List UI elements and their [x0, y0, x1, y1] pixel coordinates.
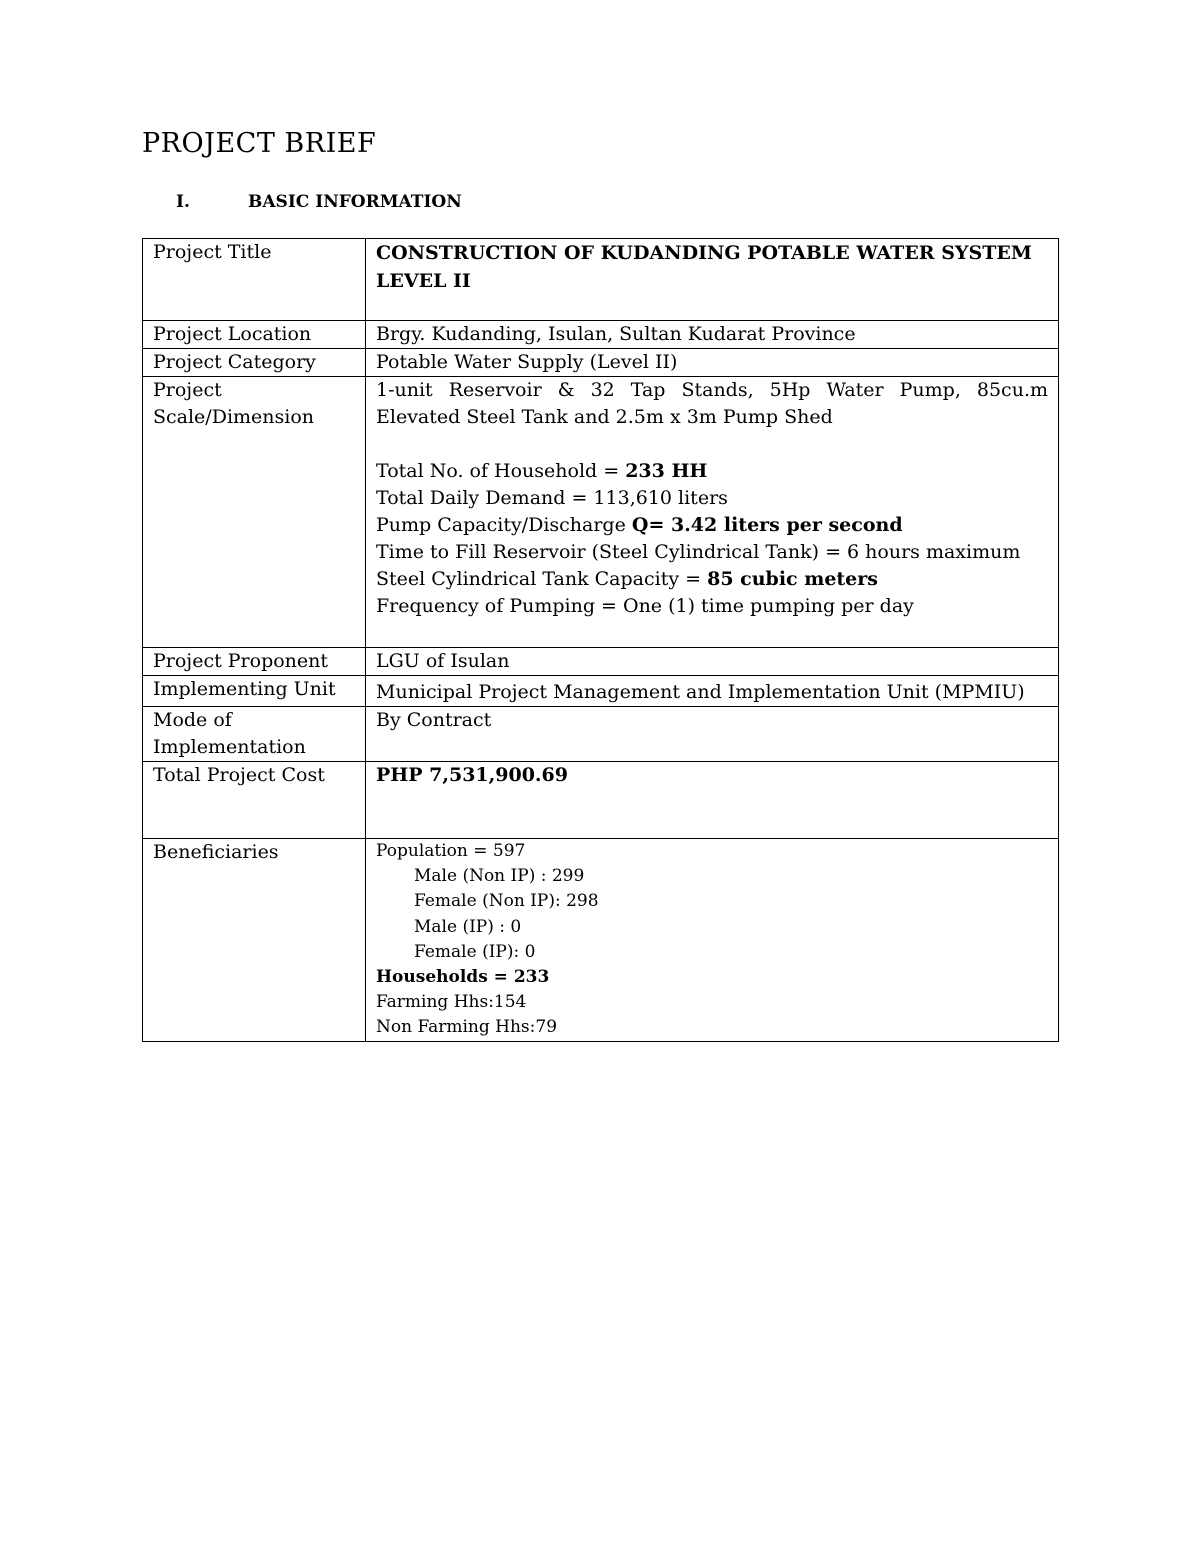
pump-capacity-value: Q= 3.42 liters per second	[631, 514, 903, 536]
female-non-ip: Female (Non IP): 298	[414, 891, 599, 912]
male-ip: Male (IP) : 0	[414, 916, 522, 937]
total-project-cost-value: PHP 7,531,900.69	[376, 764, 568, 786]
project-title-value: CONSTRUCTION OF KUDANDING POTABLE WATER SYSTEM LEVEL II	[366, 239, 1059, 321]
project-proponent-value: LGU of Isulan	[366, 648, 1059, 676]
total-households-label: Total No. of Household =	[376, 460, 626, 482]
table-row-project-scale	[143, 377, 1059, 648]
scale-description: 1-unit Reservoir & 32 Tap Stands, 5Hp Water Pump, 85cu.m Elevated Steel Tank and 2.5m x 3m Pump Shed	[376, 379, 1048, 428]
pump-capacity-label: Pump Capacity/Discharge	[376, 514, 632, 536]
section-heading	[176, 192, 462, 212]
mode-of-implementation-value: By Contract	[366, 707, 1059, 762]
table-row-project-title	[143, 239, 1059, 321]
project-title-label: Project Title	[143, 239, 366, 321]
project-category-value: Potable Water Supply (Level II)	[366, 349, 1059, 377]
table-row-implementing-unit	[143, 676, 1059, 707]
project-scale-value	[366, 377, 1059, 648]
total-households-value: 233 HH	[625, 460, 708, 482]
total-project-cost-label: Total Project Cost	[143, 762, 366, 839]
table-row-project-proponent	[143, 648, 1059, 676]
total-daily-demand: Total Daily Demand = 113,610 liters	[376, 487, 728, 509]
table-row-mode-of-implementation	[143, 707, 1059, 762]
population: Population = 597	[376, 841, 526, 861]
beneficiaries-value	[366, 839, 1059, 1042]
project-scale-label-line1: Project	[153, 379, 222, 401]
mode-label-line2: Implementation	[153, 736, 306, 758]
tank-capacity-label: Steel Cylindrical Tank Capacity =	[376, 568, 708, 590]
mode-label-line1: Mode of	[153, 709, 232, 731]
project-category-label: Project Category	[143, 349, 366, 377]
project-scale-label-line2: Scale/Dimension	[153, 406, 315, 428]
beneficiaries-label: Beneficiaries	[143, 839, 366, 1042]
section-title: BASIC INFORMATION	[248, 192, 462, 212]
project-location-label: Project Location	[143, 321, 366, 349]
document-title: PROJECT BRIEF	[142, 128, 377, 159]
households-total: Households = 233	[376, 967, 550, 988]
implementing-unit-value-cell	[366, 676, 1059, 707]
male-non-ip: Male (Non IP) : 299	[414, 866, 585, 887]
female-ip: Female (IP): 0	[414, 941, 536, 962]
farming-households: Farming Hhs:154	[376, 992, 527, 1013]
project-proponent-label: Project Proponent	[143, 648, 366, 676]
pumping-frequency: Frequency of Pumping = One (1) time pumping per day	[376, 595, 914, 617]
tank-capacity	[376, 566, 1048, 593]
table-row-project-location	[143, 321, 1059, 349]
implementing-unit-label: Implementing Unit	[143, 676, 366, 707]
project-scale-label	[143, 377, 366, 648]
pump-capacity	[376, 512, 1048, 539]
mode-of-implementation-label	[143, 707, 366, 762]
non-farming-households: Non Farming Hhs:79	[376, 1017, 558, 1038]
basic-information-table	[142, 238, 1059, 1042]
table-row-beneficiaries	[143, 839, 1059, 1042]
section-number: I.	[176, 192, 190, 212]
project-location-value: Brgy. Kudanding, Isulan, Sultan Kudarat Province	[366, 321, 1059, 349]
table-row-total-project-cost	[143, 762, 1059, 839]
tank-capacity-value: 85 cubic meters	[707, 568, 878, 590]
reservoir-fill-time: Time to Fill Reservoir (Steel Cylindrical Tank) = 6 hours maximum	[376, 541, 1021, 563]
total-project-cost-value-cell	[366, 762, 1059, 839]
total-households	[376, 458, 1048, 485]
implementing-unit-value: Municipal Project Management and Implementation Unit (MPMIU)	[376, 681, 1025, 703]
table-row-project-category	[143, 349, 1059, 377]
